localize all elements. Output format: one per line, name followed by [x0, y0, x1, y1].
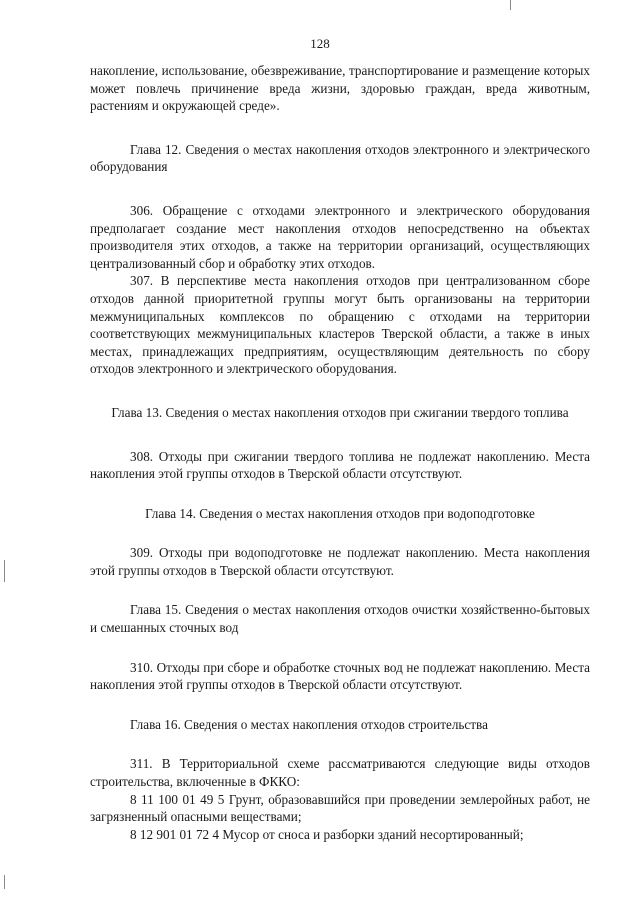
scan-artifact-left-lower	[4, 875, 5, 889]
chapter-16-title: Глава 16. Сведения о местах накопления отходов строительства	[130, 716, 488, 732]
scan-artifact-left	[4, 560, 5, 582]
chapter-12-title: Глава 12. Сведения о местах накопления отходов электронного и электрического оборудования	[90, 141, 590, 175]
paragraph-308: 308. Отходы при сжигании твердого топлива не подлежат накоплению. Места накопления этой группы отходов в Тверской области отсутствуют.	[90, 448, 590, 482]
paragraph-307: 307. В перспективе места накопления отходов при централизованном сборе отходов данной приоритетной группы могут быть организованы на территории межмуниципальных комплексов по обращению с отходами на территории соответствующих межмуниципальных кластеров Тверской области, а также в иных местах, принадлежащих предприятиям, осуществляющим деятельность по сбору отходов электронного и электрического оборудования.	[90, 273, 590, 377]
document-body	[90, 62, 590, 843]
waste-item-2: 8 12 901 01 72 4 Мусор от сноса и разборки зданий несортированный;	[130, 826, 524, 842]
chapter-13-title: Глава 13. Сведения о местах накопления отходов при сжигании твердого топлива	[111, 404, 569, 420]
chapter-15-title: Глава 15. Сведения о местах накопления отходов очистки хозяйственно-бытовых и смешанных сточных вод	[90, 602, 590, 636]
paragraph-311: 311. В Территориальной схеме рассматриваются следующие виды отходов строительства, включенные в ФККО:	[90, 756, 590, 790]
scan-artifact-top	[510, 0, 511, 10]
paragraph-310: 310. Отходы при сборе и обработке сточных вод не подлежат накоплению. Места накопления этой группы отходов в Тверской области отсутствуют.	[90, 659, 590, 693]
waste-item-1: 8 11 100 01 49 5 Грунт, образовавшийся при проведении землеройных работ, не загрязненный опасными веществами;	[90, 791, 590, 825]
paragraph-309: 309. Отходы при водоподготовке не подлежат накоплению. Места накопления этой группы отходов в Тверской области отсутствуют.	[90, 545, 590, 578]
chapter-14-title: Глава 14. Сведения о местах накопления отходов при водоподготовке	[145, 505, 535, 521]
page-number: 128	[310, 36, 330, 51]
intro-paragraph: накопление, использование, обезвреживание, транспортирование и размещение которых может повлечь причинение вреда жизни, здоровью граждан, вреда животным, растениям и окружающей среде».	[90, 63, 590, 114]
paragraph-306: 306. Обращение с отходами электронного и электрического оборудования предполагает создание мест накопления отходов непосредственно на объектах производителя этих отходов, а также на территории организаций, осуществляющих централизованный сбор и обработку этих отходов.	[90, 202, 590, 271]
